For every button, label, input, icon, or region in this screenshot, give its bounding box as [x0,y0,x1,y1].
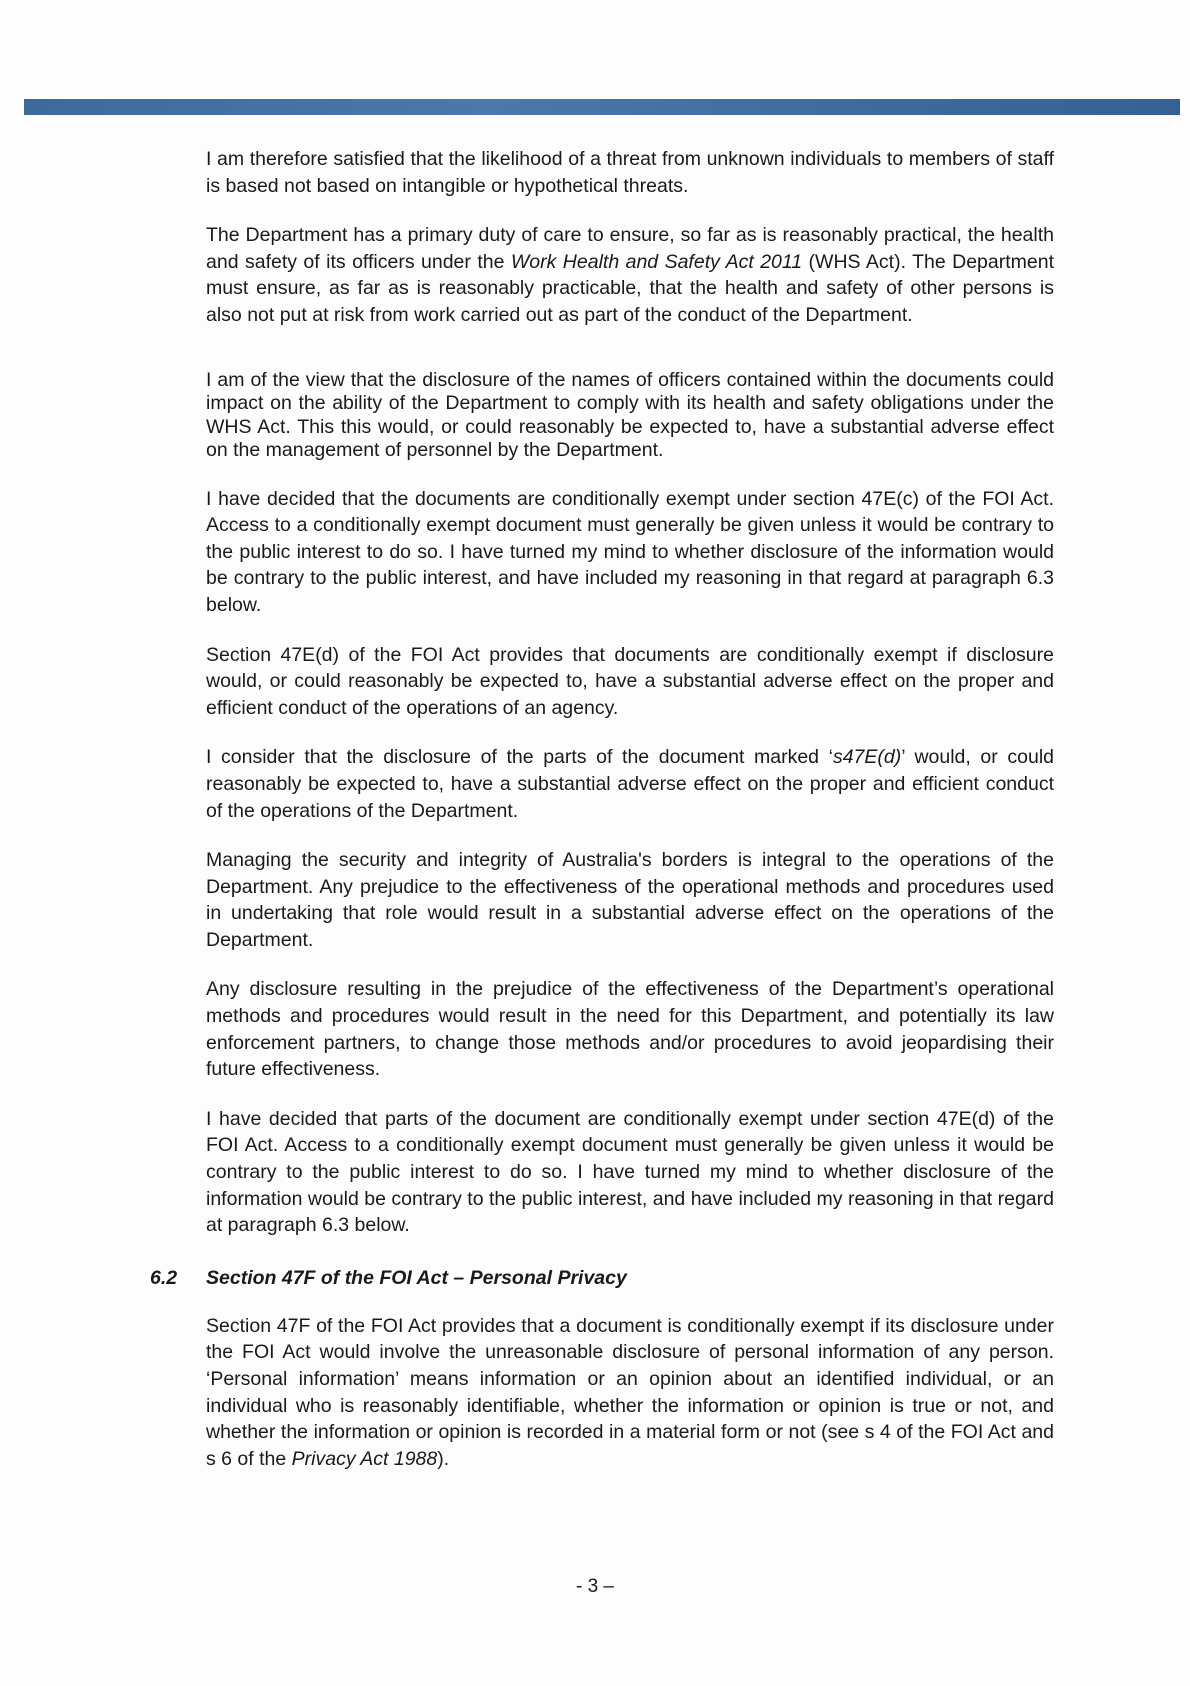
section-number: 6.2 [150,1266,178,1289]
paragraph: I have decided that the documents are conditionally exempt under section 47E(c) of the FOI Act. Access to a conditionally exempt document must generally be given unless it would be contrary to the public interest to do so. I have turned my mind to whether disclosure of the information would be contrary to the public interest, and have included my reasoning in that regard at paragraph 6.3 below. [206,487,1054,616]
paragraph: I am therefore satisfied that the likelihood of a threat from unknown individuals to members of staff is based not based on intangible or hypothetical threats. [206,148,1054,197]
paragraph: I have decided that parts of the document are conditionally exempt under section 47E(d) of the FOI Act. Access to a conditionally exempt document must generally be given unless it would be contrary to the public interest to do so. I have turned my mind to whether disclosure of the information would be contrary to the public interest, and have included my reasoning in that regard at paragraph 6.3 below. [206,1107,1054,1237]
paragraph: Managing the security and integrity of Australia's borders is integral to the operations of the Department. Any prejudice to the effectiveness of the operational methods and procedures used in undertaking that role would result in a substantial adverse effect on the operations of the Department. [206,849,1054,951]
section-heading [150,1265,1054,1291]
header-bar [24,99,1180,115]
paragraph: Any disclosure resulting in the prejudice of the effectiveness of the Department’s operational methods and procedures would result in the need for this Department, and potentially its law enforcement partners, to change those methods and/or procedures to avoid jeopardising their future effectiveness. [206,978,1054,1081]
section-marker: s47E(d) [832,746,902,769]
paragraph: I consider that the disclosure of the parts of the document marked ‘s47E(d)’ would, or could reasonably be expected to, have a substantial adverse effect on the proper and efficient conduct of the operations of the Department. [206,746,1054,822]
paragraph: Section 47E(d) of the FOI Act provides that documents are conditionally exempt if disclosure would, or could reasonably be expected to, have a substantial adverse effect on the proper and efficient conduct of the operations of an agency. [206,643,1054,719]
section-title: Section 47F of the FOI Act – Personal Privacy [206,1266,627,1289]
paragraph: I am of the view that the disclosure of the names of officers contained within the documents could impact on the ability of the Department to comply with its health and safety obligations under the WHS Act. This this would, or could reasonably be expected to, have a substantial adverse effect on the management of personnel by the Department. [206,368,1054,462]
act-title: Privacy Act 1988 [291,1447,438,1470]
page-number: - 3 – [575,1576,615,1597]
paragraph: The Department has a primary duty of care to ensure, so far as is reasonably practical, the health and safety of its officers under the Work Health and Safety Act 2011 (WHS Act). The Department must ensure, as far as is reasonably practicable, that the health and safety of other persons is also not put at risk from work carried out as part of the conduct of the Department. [206,224,1054,326]
act-title: Work Health and Safety Act 2011 [510,250,803,273]
document-body [150,146,1054,1472]
paragraph: Section 47F of the FOI Act provides that a document is conditionally exempt if its disclosure under the FOI Act would involve the unreasonable disclosure of personal information of any person. ‘Personal information’ means information or an opinion about an identified individual, or an individual who is reasonably identifiable, whether the information or opinion is true or not, and whether the information or opinion is recorded in a material form or not (see s 4 of the FOI Act and s 6 of the Privacy Act 1988). [206,1314,1054,1470]
